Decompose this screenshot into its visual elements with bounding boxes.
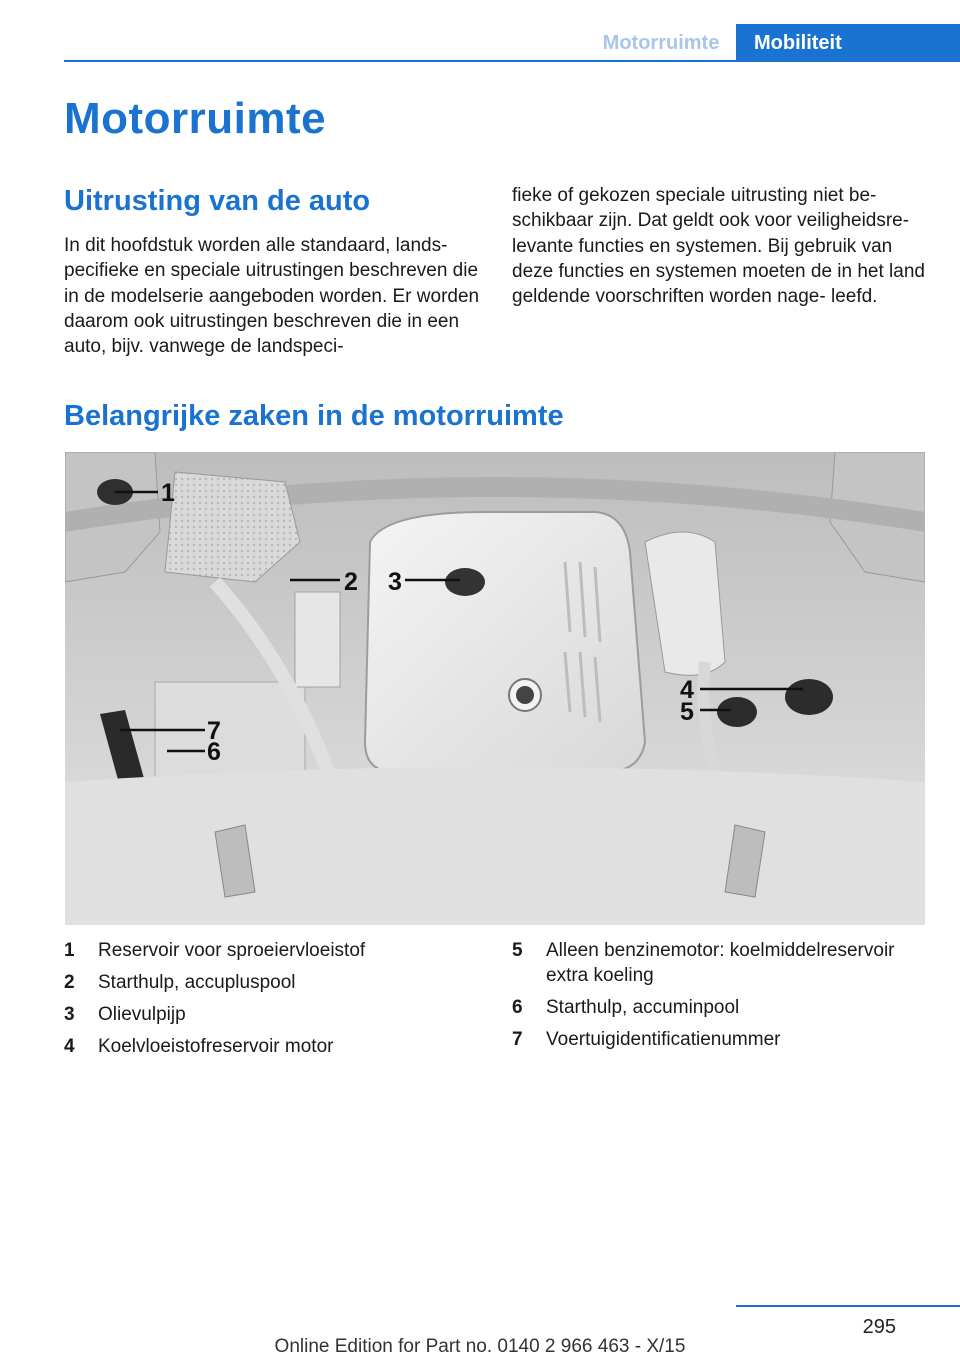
legend-right bbox=[512, 938, 932, 1059]
legend-item bbox=[512, 995, 932, 1020]
legend-text: Starthulp, accuminpool bbox=[546, 997, 740, 1018]
legend-text: Alleen benzinemotor: koelmiddelreservoir extra koeling bbox=[546, 940, 895, 986]
section-heading-engine-bay: Belangrijke zaken in de motorruimte bbox=[64, 400, 564, 432]
legend-text: Reservoir voor sproeiervloeistof bbox=[98, 940, 366, 961]
legend-item bbox=[64, 1002, 484, 1027]
intro-text-left: In dit hoofdstuk worden alle standaard, lands- pecifieke en speciale uitrustingen beschreven die in de modelserie aangeboden worden. Er worden daarom ook uitrustingen beschreven die in een auto, bijv. vanwege de landspeci- bbox=[64, 235, 480, 358]
legend-number: 2 bbox=[64, 972, 75, 993]
edition-footer: Online Edition for Part no. 0140 2 966 463 - X/15 bbox=[274, 1336, 686, 1357]
legend-number: 4 bbox=[64, 1036, 75, 1057]
legend-number: 5 bbox=[512, 940, 523, 961]
legend-text: Koelvloeistofreservoir motor bbox=[98, 1036, 334, 1057]
legend-item bbox=[64, 1034, 484, 1059]
tab-section[interactable]: Motorruimte bbox=[602, 32, 720, 54]
legend-item bbox=[64, 970, 484, 995]
page-title: Motorruimte bbox=[64, 94, 327, 143]
callout-6: 6 bbox=[207, 738, 221, 766]
callout-1: 1 bbox=[161, 479, 175, 507]
legend-item bbox=[64, 938, 484, 963]
legend-number: 1 bbox=[64, 940, 75, 961]
callout-2: 2 bbox=[344, 568, 358, 596]
legend-number: 7 bbox=[512, 1029, 523, 1050]
callout-7: 7 bbox=[207, 717, 221, 745]
legend-number: 3 bbox=[64, 1004, 75, 1025]
legend-number: 6 bbox=[512, 997, 523, 1018]
page-number: 295 bbox=[862, 1316, 896, 1338]
legend-text: Olievulpijp bbox=[98, 1004, 186, 1025]
legend-item bbox=[512, 938, 932, 988]
legend-left bbox=[64, 938, 484, 1066]
legend-text: Voertuigidentificatienummer bbox=[546, 1029, 781, 1050]
callout-3: 3 bbox=[388, 568, 402, 596]
legend-item bbox=[512, 1027, 932, 1052]
callout-5: 5 bbox=[680, 698, 694, 726]
intro-text-right: fieke of gekozen speciale uitrusting niet be- schikbaar zijn. Dat geldt ook voor veiligheidsre- levante functies en systemen. Bij gebruik van deze functies en systemen moeten de in het land geldende voorschriften worden nage- leefd. bbox=[512, 185, 925, 308]
callout-4: 4 bbox=[680, 676, 694, 704]
legend-text: Starthulp, accupluspool bbox=[98, 972, 296, 993]
tab-chapter[interactable]: Mobiliteit bbox=[736, 24, 960, 62]
engine-bay-figure bbox=[65, 452, 925, 925]
footer-rule bbox=[736, 1305, 960, 1307]
section-heading-equipment: Uitrusting van de auto bbox=[64, 185, 371, 217]
engine-bay-illustration bbox=[65, 452, 925, 925]
